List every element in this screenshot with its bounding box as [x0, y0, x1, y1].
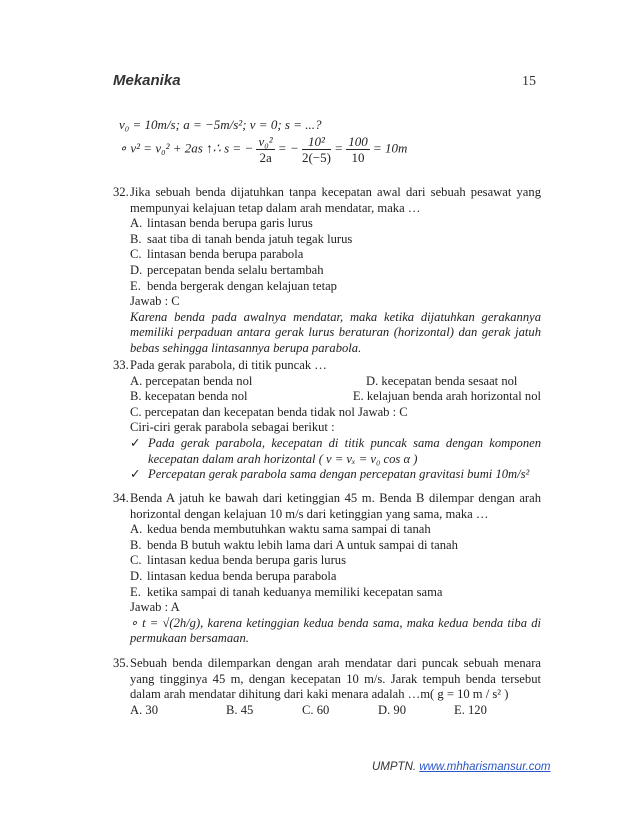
fraction-numerator: 100: [348, 134, 368, 149]
question-stem: Jika sebuah benda dijatuhkan tanpa kecepatan awal dari sebuah pesawat yang mempunyai kelajuan tetap dalam arah mendatar, maka …: [130, 185, 541, 215]
check-item-2: [130, 467, 541, 483]
question-35: [113, 656, 541, 718]
option-b: B. 45: [226, 702, 254, 717]
question-32: [113, 185, 541, 357]
footer: [372, 761, 551, 773]
option-letter: C.: [130, 553, 142, 568]
question-stem: Pada gerak parabola, di titik puncak …: [130, 358, 327, 372]
fraction-v0-squared-over-2a: [256, 134, 274, 165]
check-text: Pada gerak parabola, kecepatan di titik puncak sama dengan komponen kecepatan dalam arah horizontal ( v = vₓ = v₀ cos α ): [148, 435, 541, 466]
options-row: [130, 703, 541, 719]
check-item-1: [130, 436, 541, 467]
option-e: [130, 279, 541, 295]
checkmark-icon: ✓: [130, 467, 141, 482]
fraction-denominator: 2(−5): [301, 150, 331, 165]
equals-minus: = −: [277, 140, 299, 156]
option-letter: E.: [130, 278, 141, 293]
explanation: [130, 616, 541, 647]
question-34: [113, 491, 541, 647]
time-formula: ∘ t = √(2h/g): [130, 615, 201, 630]
option-letter: A.: [130, 216, 143, 231]
option-c: C. 60: [302, 702, 330, 717]
checkmark-icon: ✓: [130, 435, 141, 450]
option-text: lintasan benda berupa garis lurus: [147, 216, 313, 231]
option-text: benda bergerak dengan kelajuan tetap: [147, 278, 337, 293]
option-text: percepatan benda selalu bertambah: [147, 262, 324, 277]
option-row-2: [130, 389, 541, 405]
option-b: [130, 538, 541, 554]
option-letter: B.: [130, 537, 142, 552]
formula-lead: ∘ v² = v₀² + 2as ↑∴ s = −: [119, 140, 254, 156]
option-row-1: [130, 374, 541, 390]
solution-formula: [119, 134, 407, 165]
answer-line: Jawab : C: [130, 294, 180, 309]
question-number: 35.: [113, 656, 129, 670]
option-letter: D.: [130, 262, 143, 277]
fraction-100-over-10: [346, 134, 370, 165]
option-text: saat tiba di tanah benda jatuh tegak lurus: [147, 231, 353, 246]
option-letter: A.: [130, 522, 143, 537]
option-e: [130, 585, 541, 601]
option-d: D. 90: [378, 702, 406, 717]
option-letter: E.: [130, 584, 141, 599]
option-b: [130, 232, 541, 248]
question-number: 33.: [113, 358, 129, 372]
question-33: [113, 358, 541, 483]
given-values: v₀ = 10m/s; a = −5m/s²; v = 0; s = ...?: [119, 117, 322, 132]
option-a: [130, 216, 541, 232]
option-letter: B.: [130, 231, 142, 246]
option-d: [130, 263, 541, 279]
footer-link[interactable]: www.mhharismansur.com: [419, 761, 551, 773]
features-title: Ciri-ciri gerak parabola sebagai berikut :: [130, 420, 335, 435]
answer-line: Jawab : A: [130, 600, 180, 615]
fraction-denominator: 2a: [259, 150, 272, 165]
fraction-numerator: v₀²: [258, 134, 273, 149]
equals: =: [334, 140, 343, 156]
option-letter: C.: [130, 247, 142, 262]
question-number: 34.: [113, 491, 129, 505]
option-a: [130, 522, 541, 538]
option-text: lintasan kedua benda berupa parabola: [147, 568, 337, 583]
question-stem: Benda A jatuh ke bawah dari ketinggian 45 m. Benda B dilempar dengan arah horizontal dengan kelajuan 10 m/s dari ketinggian yang sama, maka …: [130, 491, 541, 521]
fraction-denominator: 10: [351, 150, 365, 165]
check-text: Percepatan gerak parabola sama dengan percepatan gravitasi bumi 10m/s²: [148, 467, 530, 482]
page-number: 15: [522, 74, 536, 89]
question-number: 32.: [113, 185, 129, 199]
option-text: ketika sampai di tanah keduanya memiliki kecepatan sama: [147, 584, 443, 599]
option-text: lintasan benda berupa parabola: [147, 247, 304, 262]
option-c: [130, 553, 541, 569]
solution-result: = 10m: [373, 140, 408, 156]
header-title: Mekanika: [113, 72, 181, 89]
option-letter: D.: [130, 568, 143, 583]
option-d: D. kecepatan benda sesaat nol: [366, 373, 518, 388]
option-c-with-answer: C. percepatan dan kecepatan benda tidak nol Jawab : C: [130, 404, 408, 419]
footer-prefix: UMPTN.: [372, 761, 417, 773]
option-a: A. 30: [130, 702, 158, 717]
question-stem: Sebuah benda dilemparkan dengan arah mendatar dari puncak sebuah menara yang tingginya 45 m, dengan kecepatan 10 m/s. Jarak tempuh benda tersebut dalam arah mendatar dihitung dari kaki menara adalah …m( g = 10 m / s² ): [130, 656, 541, 702]
explanation-text: , karena ketinggian kedua benda sama, maka kedua benda tiba di permukaan bersamaan.: [130, 615, 541, 646]
option-a: A. percepatan benda nol: [130, 373, 253, 388]
option-e: E. kelajuan benda arah horizontal nol: [352, 389, 541, 404]
option-e: E. 120: [454, 702, 487, 717]
explanation: Karena benda pada awalnya mendatar, maka ketika dijatuhkan gerakannya memiliki perpaduan antara gerak lurus beraturan (horizontal) dan gerak jatuh bebas sehingga lintasannya berupa parabola.: [130, 309, 541, 355]
option-d: [130, 569, 541, 585]
option-text: kedua benda membutuhkan waktu sama sampai di tanah: [147, 522, 431, 537]
option-b: B. kecepatan benda nol: [130, 389, 248, 404]
option-text: lintasan kedua benda berupa garis lurus: [147, 553, 346, 568]
option-c: [130, 247, 541, 263]
option-text: benda B butuh waktu lebih lama dari A untuk sampai di tanah: [147, 537, 458, 552]
fraction-10sq-over-2x-5: [302, 134, 331, 165]
fraction-numerator: 10²: [302, 134, 331, 150]
